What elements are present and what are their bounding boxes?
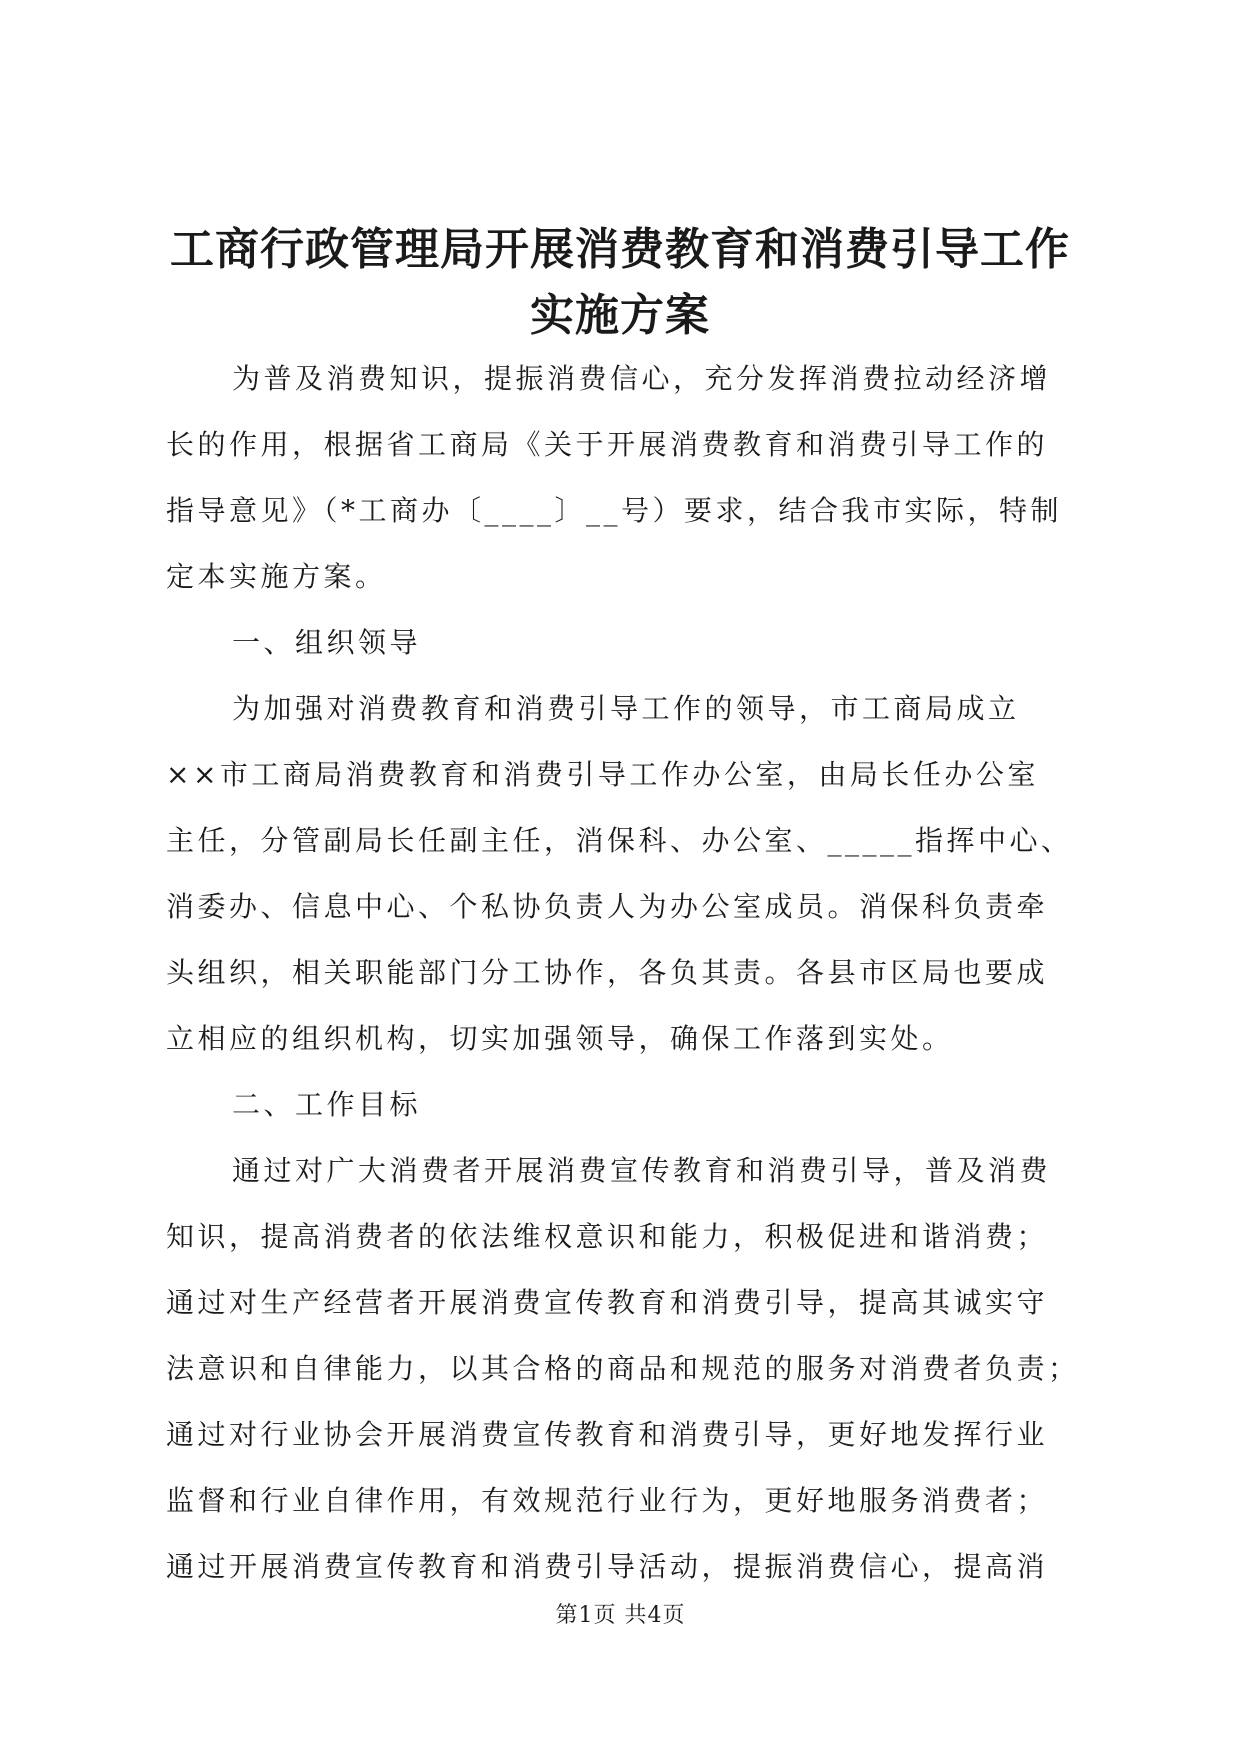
paragraph-line: 主任，分管副局长任副主任，消保科、办公室、_____指挥中心、 (166, 824, 1073, 857)
section-heading-goals: 二、工作目标 (232, 1088, 422, 1121)
paragraph-line: 消委办、信息中心、个私协负责人为办公室成员。消保科负责牵 (166, 890, 1049, 923)
document-title-line-1: 工商行政管理局开展消费教育和消费引导工作 (170, 224, 1070, 275)
paragraph-line: 为加强对消费教育和消费引导工作的领导，市工商局成立 (232, 692, 1020, 725)
paragraph-line: 通过对生产经营者开展消费宣传教育和消费引导，提高其诚实守 (166, 1286, 1049, 1319)
paragraph-line: 指导意见》（*工商办〔____〕__号）要求，结合我市实际，特制 (166, 494, 1063, 527)
document-body (166, 346, 1080, 1600)
paragraph-line: 通过开展消费宣传教育和消费引导活动，提振消费信心，提高消 (166, 1550, 1049, 1583)
paragraph-line: 知识，提高消费者的依法维权意识和能力，积极促进和谐消费； (166, 1220, 1049, 1253)
paragraph-line: 长的作用，根据省工商局《关于开展消费教育和消费引导工作的 (166, 428, 1049, 461)
document-title-line-2: 实施方案 (530, 290, 710, 341)
paragraph-line: 为普及消费知识，提振消费信心，充分发挥消费拉动经济增 (232, 362, 1052, 395)
paragraph-line: 通过对广大消费者开展消费宣传教育和消费引导，普及消费 (232, 1154, 1052, 1187)
paragraph-line: 立相应的组织机构，切实加强领导，确保工作落到实处。 (166, 1022, 954, 1055)
paragraph-line: 监督和行业自律作用，有效规范行业行为，更好地服务消费者； (166, 1484, 1049, 1517)
paragraph-line: 头组织，相关职能部门分工协作，各负其责。各县市区局也要成 (166, 956, 1049, 989)
page-footer: 第1页 共4页 (555, 1603, 686, 1628)
paragraph-line: 定本实施方案。 (166, 560, 387, 593)
paragraph-line: 法意识和自律能力，以其合格的商品和规范的服务对消费者负责； (166, 1352, 1080, 1385)
paragraph-line: ××市工商局消费教育和消费引导工作办公室，由局长任办公室 (166, 758, 1039, 791)
paragraph-line: 通过对行业协会开展消费宣传教育和消费引导，更好地发挥行业 (166, 1418, 1049, 1451)
section-heading-organization: 一、组织领导 (232, 626, 422, 659)
